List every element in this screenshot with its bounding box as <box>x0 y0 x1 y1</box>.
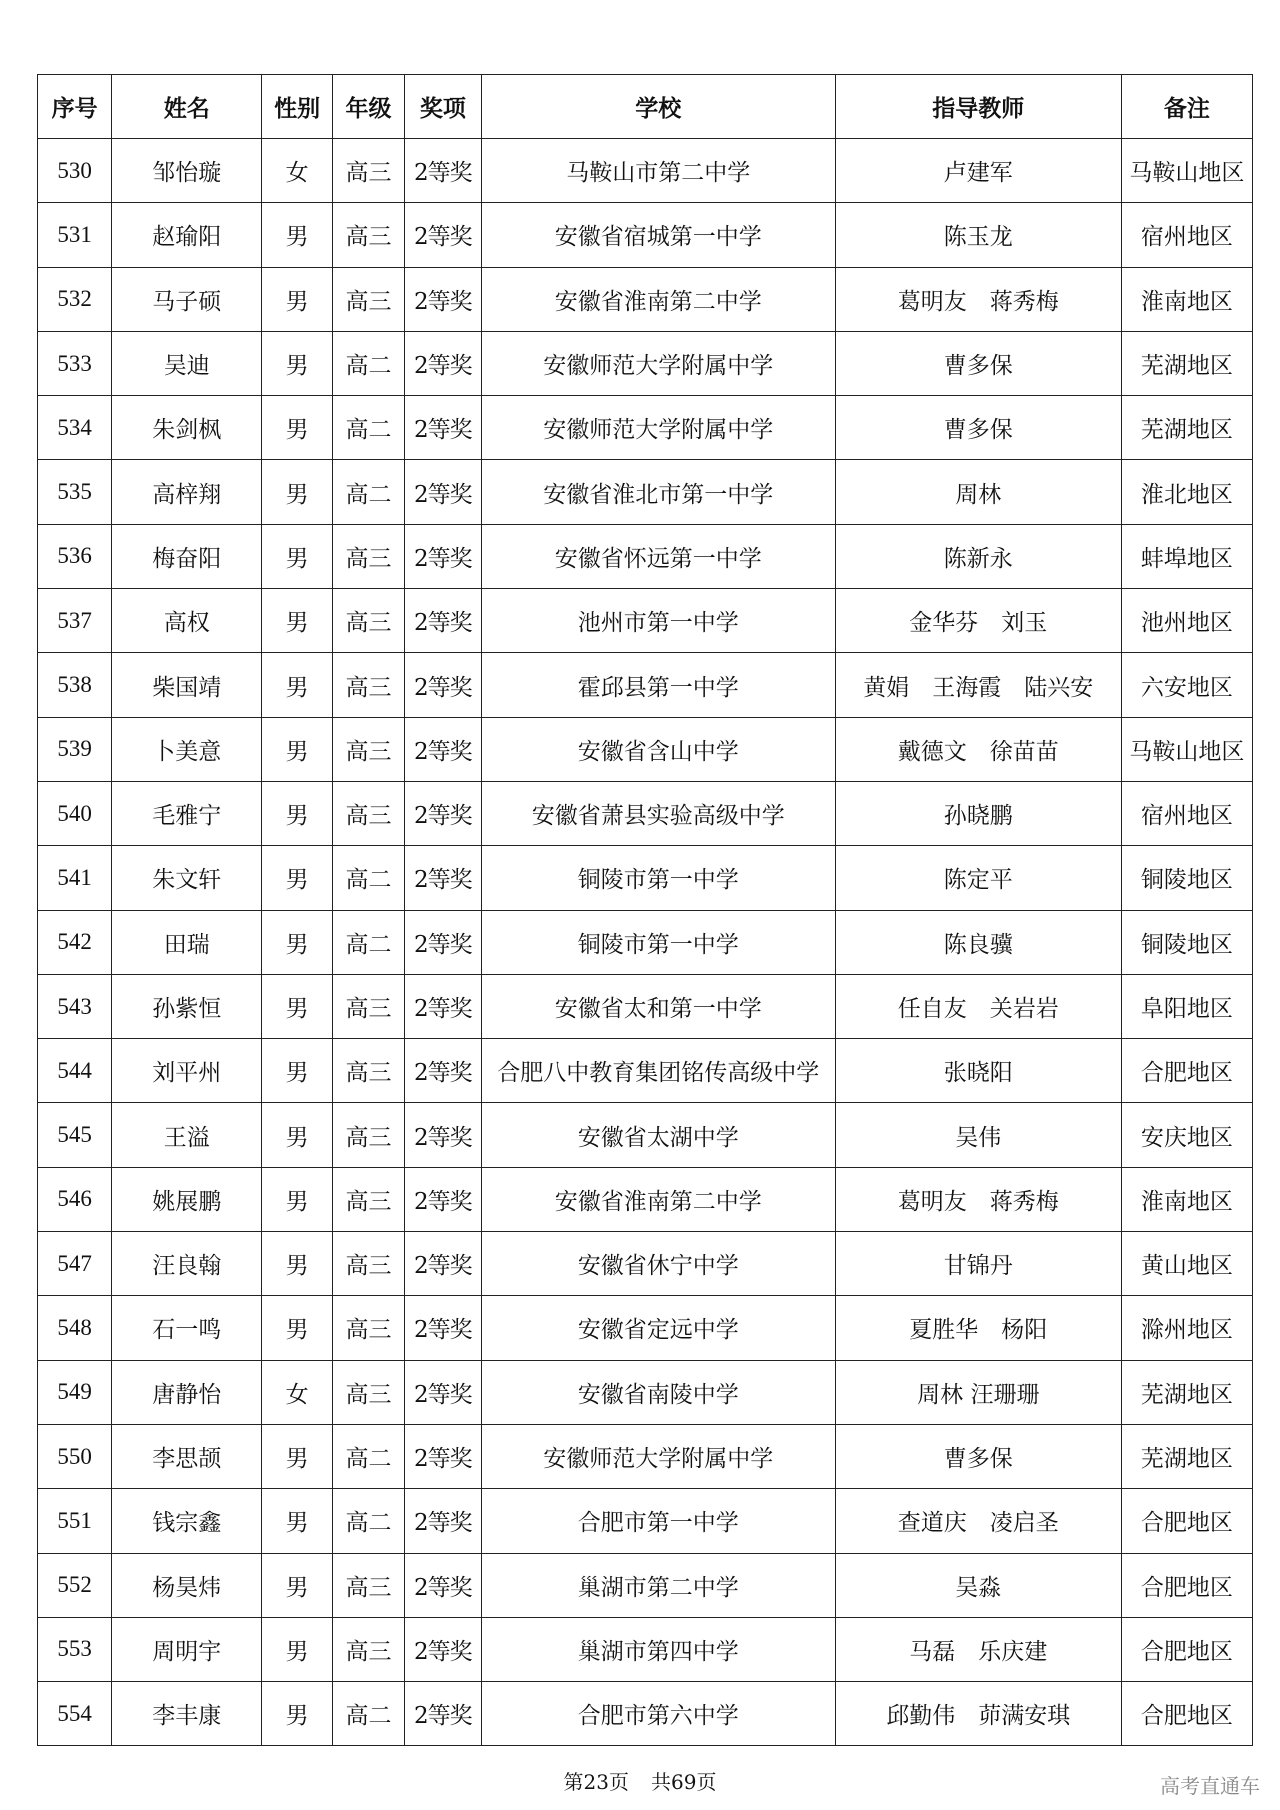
cell-award: 2等奖 <box>405 1039 482 1103</box>
cell-school: 安徽省休宁中学 <box>481 1232 835 1296</box>
cell-gender: 男 <box>262 460 333 524</box>
cell-advisor: 周林 汪珊珊 <box>835 1360 1121 1424</box>
cell-name: 赵瑜阳 <box>112 203 262 267</box>
cell-grade: 高二 <box>333 460 405 524</box>
page-total: 共69页 <box>651 1770 717 1794</box>
cell-award: 2等奖 <box>405 524 482 588</box>
cell-region: 合肥地区 <box>1121 1489 1252 1553</box>
cell-seq: 551 <box>38 1489 112 1553</box>
header-cell-name: 姓名 <box>112 75 262 139</box>
cell-seq: 532 <box>38 267 112 331</box>
cell-advisor: 葛明友 蒋秀梅 <box>835 1167 1121 1231</box>
cell-name: 刘平州 <box>112 1039 262 1103</box>
watermark: 高考直通车 <box>1160 1774 1260 1798</box>
cell-grade: 高三 <box>333 1360 405 1424</box>
cell-advisor: 张晓阳 <box>835 1039 1121 1103</box>
table-row <box>38 974 1253 1038</box>
cell-seq: 541 <box>38 846 112 910</box>
table-row <box>38 1617 1253 1681</box>
cell-school: 合肥市第六中学 <box>481 1682 835 1746</box>
cell-advisor: 戴德文 徐苗苗 <box>835 717 1121 781</box>
cell-grade: 高三 <box>333 524 405 588</box>
cell-award: 2等奖 <box>405 1360 482 1424</box>
cell-award: 2等奖 <box>405 910 482 974</box>
cell-advisor: 孙晓鹏 <box>835 781 1121 845</box>
cell-name: 卜美意 <box>112 717 262 781</box>
table-row <box>38 1553 1253 1617</box>
cell-award: 2等奖 <box>405 1167 482 1231</box>
cell-gender: 男 <box>262 267 333 331</box>
cell-name: 田瑞 <box>112 910 262 974</box>
cell-region: 滁州地区 <box>1121 1296 1252 1360</box>
cell-advisor: 曹多保 <box>835 331 1121 395</box>
cell-seq: 544 <box>38 1039 112 1103</box>
cell-school: 安徽省淮南第二中学 <box>481 267 835 331</box>
cell-grade: 高三 <box>333 1296 405 1360</box>
cell-name: 高梓翔 <box>112 460 262 524</box>
cell-school: 安徽省宿城第一中学 <box>481 203 835 267</box>
cell-school: 安徽省太和第一中学 <box>481 974 835 1038</box>
cell-gender: 男 <box>262 1232 333 1296</box>
cell-region: 芜湖地区 <box>1121 1360 1252 1424</box>
cell-school: 马鞍山市第二中学 <box>481 139 835 203</box>
cell-school: 安徽省太湖中学 <box>481 1103 835 1167</box>
cell-region: 淮南地区 <box>1121 1167 1252 1231</box>
cell-grade: 高三 <box>333 1553 405 1617</box>
table-row <box>38 139 1253 203</box>
cell-award: 2等奖 <box>405 1617 482 1681</box>
header-cell-seq: 序号 <box>38 75 112 139</box>
cell-region: 马鞍山地区 <box>1121 139 1252 203</box>
cell-grade: 高三 <box>333 974 405 1038</box>
cell-seq: 546 <box>38 1167 112 1231</box>
cell-award: 2等奖 <box>405 974 482 1038</box>
cell-name: 石一鸣 <box>112 1296 262 1360</box>
cell-school: 安徽省怀远第一中学 <box>481 524 835 588</box>
cell-name: 李思颉 <box>112 1424 262 1488</box>
cell-grade: 高二 <box>333 396 405 460</box>
table-row <box>38 1167 1253 1231</box>
cell-grade: 高三 <box>333 589 405 653</box>
cell-school: 巢湖市第二中学 <box>481 1553 835 1617</box>
cell-gender: 男 <box>262 1296 333 1360</box>
cell-region: 合肥地区 <box>1121 1682 1252 1746</box>
cell-region: 铜陵地区 <box>1121 846 1252 910</box>
cell-school: 合肥市第一中学 <box>481 1489 835 1553</box>
cell-gender: 男 <box>262 1617 333 1681</box>
cell-region: 淮北地区 <box>1121 460 1252 524</box>
cell-region: 马鞍山地区 <box>1121 717 1252 781</box>
cell-name: 马子硕 <box>112 267 262 331</box>
table-row <box>38 1682 1253 1746</box>
page-number: 第23页 <box>563 1770 629 1794</box>
cell-school: 安徽省定远中学 <box>481 1296 835 1360</box>
cell-name: 孙紫恒 <box>112 974 262 1038</box>
table-row <box>38 1103 1253 1167</box>
table-row <box>38 1039 1253 1103</box>
cell-school: 巢湖市第四中学 <box>481 1617 835 1681</box>
cell-seq: 548 <box>38 1296 112 1360</box>
table-row <box>38 331 1253 395</box>
table-row <box>38 396 1253 460</box>
header-cell-school: 学校 <box>481 75 835 139</box>
cell-school: 安徽师范大学附属中学 <box>481 396 835 460</box>
cell-name: 唐静怡 <box>112 1360 262 1424</box>
cell-gender: 女 <box>262 1360 333 1424</box>
cell-grade: 高三 <box>333 1232 405 1296</box>
cell-advisor: 任自友 关岩岩 <box>835 974 1121 1038</box>
cell-name: 朱文轩 <box>112 846 262 910</box>
cell-seq: 536 <box>38 524 112 588</box>
cell-region: 合肥地区 <box>1121 1553 1252 1617</box>
cell-gender: 男 <box>262 653 333 717</box>
cell-region: 铜陵地区 <box>1121 910 1252 974</box>
header-cell-gender: 性别 <box>262 75 333 139</box>
cell-school: 安徽省萧县实验高级中学 <box>481 781 835 845</box>
header-cell-advisor: 指导教师 <box>835 75 1121 139</box>
cell-seq: 553 <box>38 1617 112 1681</box>
cell-region: 芜湖地区 <box>1121 331 1252 395</box>
cell-award: 2等奖 <box>405 781 482 845</box>
cell-seq: 550 <box>38 1424 112 1488</box>
cell-grade: 高二 <box>333 1424 405 1488</box>
cell-advisor: 黄娟 王海霞 陆兴安 <box>835 653 1121 717</box>
cell-gender: 男 <box>262 1103 333 1167</box>
cell-region: 芜湖地区 <box>1121 396 1252 460</box>
cell-advisor: 查道庆 凌启圣 <box>835 1489 1121 1553</box>
cell-school: 安徽省淮北市第一中学 <box>481 460 835 524</box>
cell-seq: 530 <box>38 139 112 203</box>
cell-name: 高权 <box>112 589 262 653</box>
cell-gender: 女 <box>262 139 333 203</box>
cell-gender: 男 <box>262 1682 333 1746</box>
cell-gender: 男 <box>262 396 333 460</box>
cell-seq: 554 <box>38 1682 112 1746</box>
cell-gender: 男 <box>262 1039 333 1103</box>
cell-advisor: 吴伟 <box>835 1103 1121 1167</box>
cell-gender: 男 <box>262 846 333 910</box>
cell-region: 宿州地区 <box>1121 203 1252 267</box>
cell-advisor: 陈新永 <box>835 524 1121 588</box>
cell-advisor: 陈玉龙 <box>835 203 1121 267</box>
cell-name: 钱宗鑫 <box>112 1489 262 1553</box>
cell-name: 毛雅宁 <box>112 781 262 845</box>
cell-advisor: 卢建军 <box>835 139 1121 203</box>
cell-seq: 545 <box>38 1103 112 1167</box>
table-row <box>38 589 1253 653</box>
cell-award: 2等奖 <box>405 396 482 460</box>
cell-advisor: 曹多保 <box>835 396 1121 460</box>
cell-school: 铜陵市第一中学 <box>481 846 835 910</box>
cell-region: 淮南地区 <box>1121 267 1252 331</box>
table-row <box>38 781 1253 845</box>
cell-name: 姚展鹏 <box>112 1167 262 1231</box>
cell-advisor: 吴淼 <box>835 1553 1121 1617</box>
cell-grade: 高三 <box>333 1039 405 1103</box>
cell-school: 安徽师范大学附属中学 <box>481 331 835 395</box>
cell-region: 阜阳地区 <box>1121 974 1252 1038</box>
cell-award: 2等奖 <box>405 203 482 267</box>
header-cell-award: 奖项 <box>405 75 482 139</box>
cell-advisor: 夏胜华 杨阳 <box>835 1296 1121 1360</box>
cell-award: 2等奖 <box>405 1682 482 1746</box>
cell-school: 霍邱县第一中学 <box>481 653 835 717</box>
cell-name: 梅奋阳 <box>112 524 262 588</box>
cell-school: 铜陵市第一中学 <box>481 910 835 974</box>
cell-seq: 552 <box>38 1553 112 1617</box>
cell-name: 杨昊炜 <box>112 1553 262 1617</box>
cell-grade: 高三 <box>333 139 405 203</box>
table-row <box>38 910 1253 974</box>
table-row <box>38 717 1253 781</box>
cell-grade: 高二 <box>333 910 405 974</box>
cell-grade: 高三 <box>333 1103 405 1167</box>
cell-gender: 男 <box>262 910 333 974</box>
cell-seq: 531 <box>38 203 112 267</box>
cell-name: 李丰康 <box>112 1682 262 1746</box>
cell-grade: 高三 <box>333 1617 405 1681</box>
cell-seq: 539 <box>38 717 112 781</box>
cell-name: 周明宇 <box>112 1617 262 1681</box>
cell-gender: 男 <box>262 974 333 1038</box>
table-row <box>38 1424 1253 1488</box>
cell-region: 芜湖地区 <box>1121 1424 1252 1488</box>
cell-advisor: 周林 <box>835 460 1121 524</box>
cell-gender: 男 <box>262 717 333 781</box>
table-body <box>38 139 1253 1746</box>
header-cell-grade: 年级 <box>333 75 405 139</box>
table-row <box>38 1360 1253 1424</box>
table-row <box>38 460 1253 524</box>
cell-award: 2等奖 <box>405 1103 482 1167</box>
cell-award: 2等奖 <box>405 139 482 203</box>
cell-award: 2等奖 <box>405 846 482 910</box>
cell-region: 六安地区 <box>1121 653 1252 717</box>
cell-school: 安徽师范大学附属中学 <box>481 1424 835 1488</box>
cell-award: 2等奖 <box>405 589 482 653</box>
cell-seq: 540 <box>38 781 112 845</box>
table-row <box>38 1232 1253 1296</box>
cell-name: 邹怡璇 <box>112 139 262 203</box>
cell-region: 黄山地区 <box>1121 1232 1252 1296</box>
cell-seq: 538 <box>38 653 112 717</box>
cell-seq: 537 <box>38 589 112 653</box>
cell-advisor: 马磊 乐庆建 <box>835 1617 1121 1681</box>
cell-grade: 高二 <box>333 1682 405 1746</box>
cell-advisor: 甘锦丹 <box>835 1232 1121 1296</box>
cell-grade: 高三 <box>333 717 405 781</box>
cell-award: 2等奖 <box>405 717 482 781</box>
cell-advisor: 陈良骥 <box>835 910 1121 974</box>
cell-grade: 高二 <box>333 1489 405 1553</box>
page-footer <box>0 1766 1280 1795</box>
cell-gender: 男 <box>262 1489 333 1553</box>
cell-grade: 高三 <box>333 203 405 267</box>
cell-name: 汪良翰 <box>112 1232 262 1296</box>
table-row <box>38 203 1253 267</box>
cell-award: 2等奖 <box>405 1489 482 1553</box>
cell-seq: 535 <box>38 460 112 524</box>
cell-gender: 男 <box>262 781 333 845</box>
cell-region: 宿州地区 <box>1121 781 1252 845</box>
cell-advisor: 曹多保 <box>835 1424 1121 1488</box>
cell-school: 池州市第一中学 <box>481 589 835 653</box>
cell-award: 2等奖 <box>405 331 482 395</box>
cell-gender: 男 <box>262 589 333 653</box>
cell-region: 合肥地区 <box>1121 1039 1252 1103</box>
cell-grade: 高三 <box>333 267 405 331</box>
cell-region: 安庆地区 <box>1121 1103 1252 1167</box>
cell-advisor: 邱勤伟 茆满安琪 <box>835 1682 1121 1746</box>
cell-name: 朱剑枫 <box>112 396 262 460</box>
cell-award: 2等奖 <box>405 1424 482 1488</box>
cell-grade: 高二 <box>333 846 405 910</box>
cell-name: 柴国靖 <box>112 653 262 717</box>
header-cell-region: 备注 <box>1121 75 1252 139</box>
cell-advisor: 金华芬 刘玉 <box>835 589 1121 653</box>
cell-advisor: 葛明友 蒋秀梅 <box>835 267 1121 331</box>
cell-gender: 男 <box>262 331 333 395</box>
cell-gender: 男 <box>262 1553 333 1617</box>
cell-name: 吴迪 <box>112 331 262 395</box>
cell-gender: 男 <box>262 524 333 588</box>
cell-gender: 男 <box>262 203 333 267</box>
table-row <box>38 524 1253 588</box>
cell-seq: 549 <box>38 1360 112 1424</box>
cell-award: 2等奖 <box>405 1296 482 1360</box>
table-row <box>38 1296 1253 1360</box>
cell-school: 安徽省南陵中学 <box>481 1360 835 1424</box>
cell-grade: 高三 <box>333 1167 405 1231</box>
cell-seq: 534 <box>38 396 112 460</box>
cell-seq: 543 <box>38 974 112 1038</box>
cell-gender: 男 <box>262 1424 333 1488</box>
table-row <box>38 846 1253 910</box>
cell-seq: 542 <box>38 910 112 974</box>
cell-award: 2等奖 <box>405 1553 482 1617</box>
cell-school: 合肥八中教育集团铭传高级中学 <box>481 1039 835 1103</box>
cell-advisor: 陈定平 <box>835 846 1121 910</box>
cell-grade: 高二 <box>333 331 405 395</box>
cell-seq: 547 <box>38 1232 112 1296</box>
cell-award: 2等奖 <box>405 1232 482 1296</box>
table-row <box>38 1489 1253 1553</box>
table-row <box>38 267 1253 331</box>
cell-seq: 533 <box>38 331 112 395</box>
cell-name: 王溢 <box>112 1103 262 1167</box>
cell-school: 安徽省淮南第二中学 <box>481 1167 835 1231</box>
cell-award: 2等奖 <box>405 653 482 717</box>
cell-award: 2等奖 <box>405 267 482 331</box>
cell-grade: 高三 <box>333 653 405 717</box>
table-row <box>38 653 1253 717</box>
cell-grade: 高三 <box>333 781 405 845</box>
header-row <box>38 75 1253 139</box>
cell-school: 安徽省含山中学 <box>481 717 835 781</box>
award-roster-table <box>37 74 1253 1746</box>
cell-award: 2等奖 <box>405 460 482 524</box>
cell-region: 池州地区 <box>1121 589 1252 653</box>
cell-region: 合肥地区 <box>1121 1617 1252 1681</box>
cell-gender: 男 <box>262 1167 333 1231</box>
cell-region: 蚌埠地区 <box>1121 524 1252 588</box>
